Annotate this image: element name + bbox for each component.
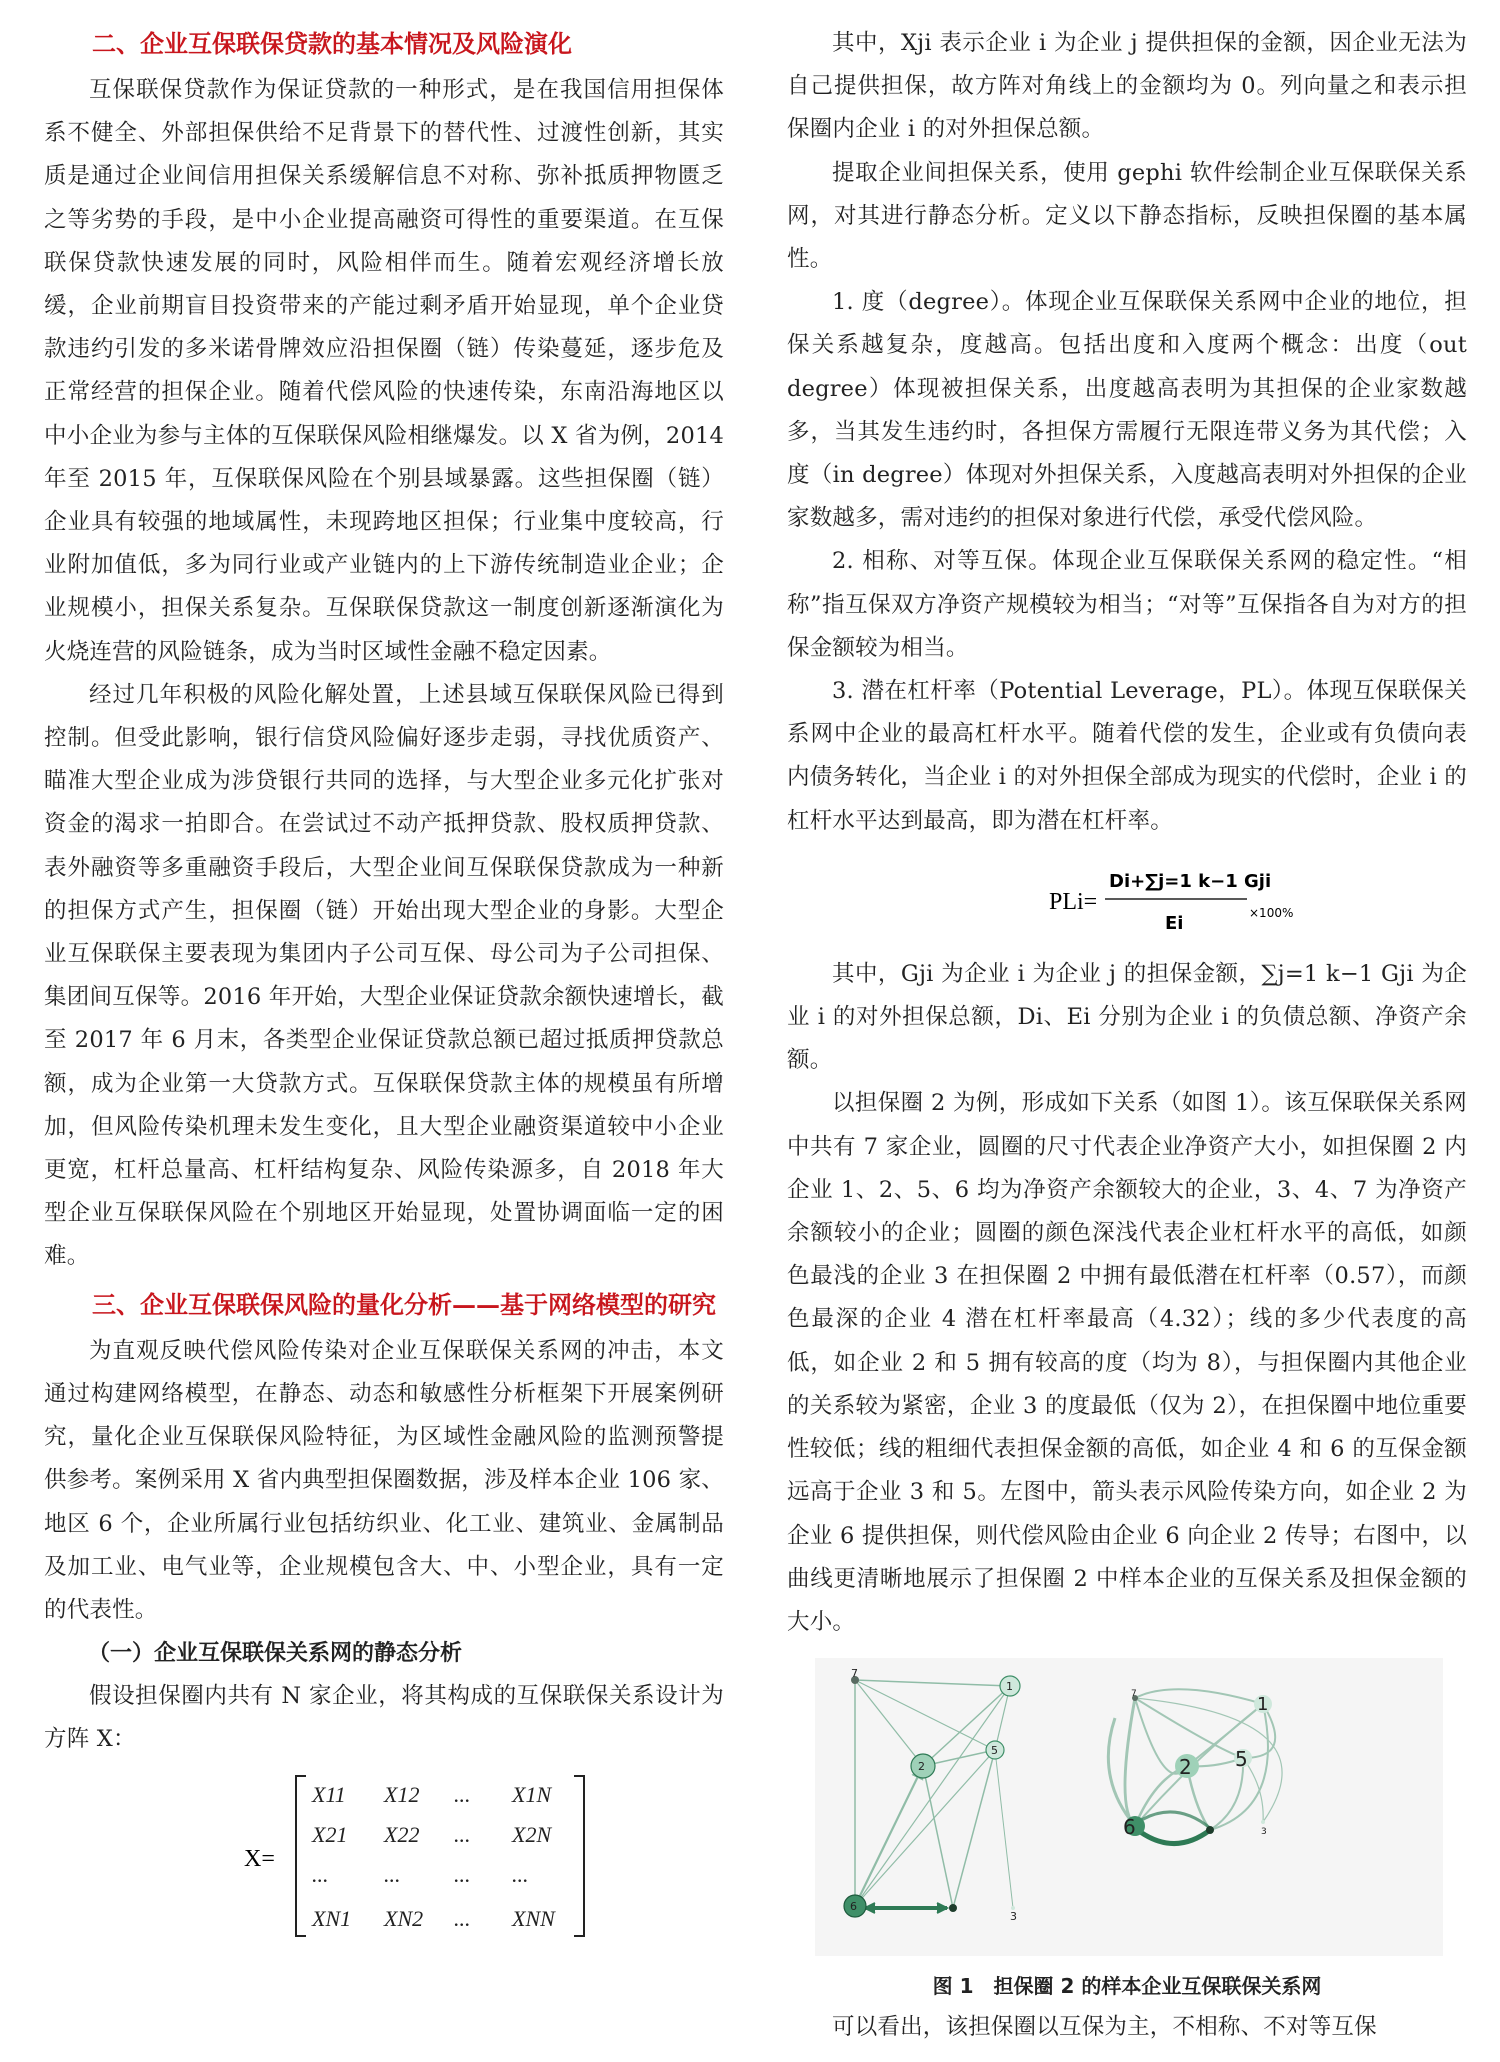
node-label: 7 xyxy=(1131,1689,1137,1700)
figure-caption: 图 1 担保圈 2 的样本企业互保联保关系网 xyxy=(932,1974,1322,1999)
right-arrow-head xyxy=(937,1903,947,1913)
paragraph: 假设担保圈内共有 N 家企业，将其构成的互保联保关系设计为方阵 X： xyxy=(44,1683,724,1753)
node-label: 2 xyxy=(1179,1755,1192,1780)
right-thick-edge xyxy=(1135,1828,1210,1844)
matrix-cell: XNN xyxy=(512,1905,555,1931)
node-label: 6 xyxy=(850,1900,857,1914)
paragraph: 提取企业间担保关系，使用 gephi 软件绘制企业互保联保关系网，对其进行静态分析。定义以下静态指标，反映担保圈的基本属性。 xyxy=(787,159,1467,273)
right-bracket xyxy=(574,1776,584,1936)
formula-denominator: Ei xyxy=(1165,912,1184,934)
node-4 xyxy=(1206,1826,1214,1834)
matrix-svg xyxy=(44,1768,724,1943)
matrix-cell: XN1 xyxy=(312,1905,352,1931)
network-figure-svg xyxy=(815,1658,1443,1956)
node-label: 5 xyxy=(1235,1747,1248,1772)
node-label: 1 xyxy=(1257,1694,1269,1716)
matrix-cell: ... xyxy=(454,1861,471,1887)
matrix-cell: ... xyxy=(512,1861,529,1887)
left-bracket xyxy=(296,1776,306,1936)
section-3-heading: 三、企业互保联保风险的量化分析——基于网络模型的研究 xyxy=(92,1289,716,1319)
matrix-cell: XN2 xyxy=(384,1905,424,1931)
matrix-lhs: X= xyxy=(244,1845,275,1872)
node-3 xyxy=(1261,1820,1265,1824)
subsection-heading: （一）企业互保联保关系网的静态分析 xyxy=(88,1641,463,1667)
matrix-cell: ... xyxy=(384,1861,401,1887)
pl-formula xyxy=(787,853,1467,945)
node-label: 2 xyxy=(918,1760,925,1774)
matrix-cell: ... xyxy=(454,1905,471,1931)
matrix-cell: ... xyxy=(454,1781,471,1807)
matrix-cell: X22 xyxy=(384,1821,420,1847)
node-label: 3 xyxy=(1010,1910,1017,1924)
matrix-cell: X11 xyxy=(312,1781,346,1807)
paragraph: 可以看出，该担保圈以互保为主，不相称、不对等互保 xyxy=(832,2014,1377,2041)
matrix-equation xyxy=(44,1768,724,1943)
paragraph: 1. 度（degree）。体现企业互保联保关系网中企业的地位，担保关系越复杂，度越高。包括出度和入度两个概念：出度（out degree）体现被担保关系，出度越高表明为其担保的企业家数越多，当其发生违约时，各担保方需履行无限连带义务为其代偿；入度（in degree）体现对外担保关系，入度越高表明对外担保的企业家数越多，需对违约的担保对象进行代偿，承受代偿风险。 xyxy=(787,289,1467,532)
section-2-heading: 二、企业互保联保贷款的基本情况及风险演化 xyxy=(92,29,572,58)
left-column xyxy=(44,22,724,1943)
node-label: 1 xyxy=(1006,1680,1013,1694)
network-figure xyxy=(815,1658,1443,1956)
node-4 xyxy=(949,1904,957,1912)
matrix-cell: X2N xyxy=(512,1821,552,1847)
paragraph: 经过几年积极的风险化解处置，上述县域互保联保风险已得到控制。但受此影响，银行信贷风险偏好逐步走弱，寻找优质资产、瞄准大型企业成为涉贷银行共同的选择，与大型企业多元化扩张对资金的渴求一拍即合。在尝试过不动产抵押贷款、股权质押贷款、表外融资等多重融资手段后，大型企业间互保联保贷款成为一种新的担保方式产生，担保圈（链）开始出现大型企业的身影。大型企业互保联保主要表现为集团内子公司互保、母公司为子公司担保、集团间互保等。2016 年开始，大型企业保证贷款余额快速增长，截至 2017 年 6 月末，各类型企业保证贷款总额已超过抵质押贷款总额，成为企业第一大贷款方式。互保联保贷款主体的规模虽有所增加，但风险传染机理未发生变化，且大型企业融资渠道较中小企业更宽，杠杆总量高、杠杆结构复杂、风险传染源多，自 2018 年大型企业互保联保风险在个别地区开始显现，处置协调面临一定的困难。 xyxy=(44,681,724,1270)
paragraph: 其中，Xji 表示企业 i 为企业 j 提供担保的金额，因企业无法为自己提供担保，故方阵对角线上的金额均为 0。列向量之和表示担保圈内企业 i 的对外担保总额。 xyxy=(787,30,1467,143)
matrix-cell: X21 xyxy=(312,1821,348,1847)
paragraph: 以担保圈 2 为例，形成如下关系（如图 1）。该互保联保关系网中共有 7 家企业，圆圈的尺寸代表企业净资产大小，如担保圈 2 内企业 1、2、5、6 均为净资产余额较大的企业，3、4、7 为净资产余额较小的企业；圆圈的颜色深浅代表企业杠杆水平的高低，如颜色最浅的企业 3 在担保圈 2 中拥有最低潜在杠杆率（0.57），而颜色最深的企业 4 潜在杠杆率最高（4.32）；线的多少代表度的高低，如企业 2 和 5 拥有较高的度（均为 8），与担保圈内其他企业的关系较为紧密，企业 3 的度最低（仅为 2），在担保圈中地位重要性较低；线的粗细代表担保金额的高低，如企业 4 和 6 的互保金额远高于企业 3 和 5。左图中，箭头表示风险传染方向，如企业 2 为企业 6 提供担保，则代偿风险由企业 6 向企业 2 传导；右图中，以曲线更清晰地展示了担保圈 2 中样本企业的互保关系及担保金额的大小。 xyxy=(787,1090,1467,1635)
matrix-cell: X12 xyxy=(384,1781,420,1807)
node-label: 6 xyxy=(1123,1815,1136,1840)
node-label: 5 xyxy=(991,1744,998,1758)
formula-svg xyxy=(787,853,1467,945)
left-network-edges xyxy=(855,1680,1013,1908)
paragraph: 其中，Gji 为企业 i 为企业 j 的担保金额，∑j=1 k−1 Gji 为企业 i 的对外担保总额，Di、Ei 分别为企业 i 的负债总额、净资产余额。 xyxy=(787,960,1467,1074)
formula-numerator: Di+∑j=1 k−1 Gji xyxy=(1109,870,1272,892)
paragraph: 互保联保贷款作为保证贷款的一种形式，是在我国信用担保体系不健全、外部担保供给不足背景下的替代性、过渡性创新，其实质是通过企业间信用担保关系缓解信息不对称、弥补抵质押物匮乏之等劣势的手段，是中小企业提高融资可得性的重要渠道。在互保联保贷款快速发展的同时，风险相伴而生。随着宏观经济增长放缓，企业前期盲目投资带来的产能过剩矛盾开始显现，单个企业贷款违约引发的多米诺骨牌效应沿担保圈（链）传染蔓延，逐步危及正常经营的担保企业。随着代偿风险的快速传染，东南沿海地区以中小企业为参与主体的互保联保风险相继爆发。以 X 省为例，2014 年至 2015 年，互保联保风险在个别县域暴露。这些担保圈（链）企业具有较强的地域属性，未现跨地区担保；行业集中度较高，行业附加值低，多为同行业或产业链内的上下游传统制造业企业；企业规模小，担保关系复杂。互保联保贷款这一制度创新逐渐演化为火烧连营的风险链条，成为当时区域性金融不稳定因素。 xyxy=(44,77,724,665)
node-label: 3 xyxy=(1261,1827,1267,1838)
node-label: 7 xyxy=(851,1667,858,1681)
paragraph: 为直观反映代偿风险传染对企业互保联保关系网的冲击，本文通过构建网络模型，在静态、动态和敏感性分析框架下开展案例研究，量化企业互保联保风险特征，为区域性金融风险的监测预警提供参考。案例采用 X 省内典型担保圈数据，涉及样本企业 106 家、地区 6 个，企业所属行业包括纺织业、化工业、建筑业、金属制品及加工业、电气业等，企业规模包含大、中、小型企业，具有一定的代表性。 xyxy=(44,1337,724,1623)
right-column xyxy=(787,22,1467,2049)
formula-lhs: PLi= xyxy=(1049,888,1098,915)
matrix-cell: ... xyxy=(454,1821,471,1847)
formula-tail: ×100% xyxy=(1249,905,1294,920)
paragraph: 3. 潜在杠杆率（Potential Leverage，PL）。体现互保联保关系网中企业的最高杠杆水平。随着代偿的发生，企业或有负债向表内债务转化，当企业 i 的对外担保全部成为现实的代偿时，企业 i 的杠杆水平达到最高，即为潜在杠杆率。 xyxy=(787,678,1467,834)
matrix-cell: X1N xyxy=(512,1781,552,1807)
paragraph: 2. 相称、对等互保。体现企业互保联保关系网的稳定性。“相称”指互保双方净资产规模较为相当；“对等”互保指各自为对方的担保金额较为相当。 xyxy=(787,548,1467,661)
matrix-cell: ... xyxy=(312,1861,329,1887)
